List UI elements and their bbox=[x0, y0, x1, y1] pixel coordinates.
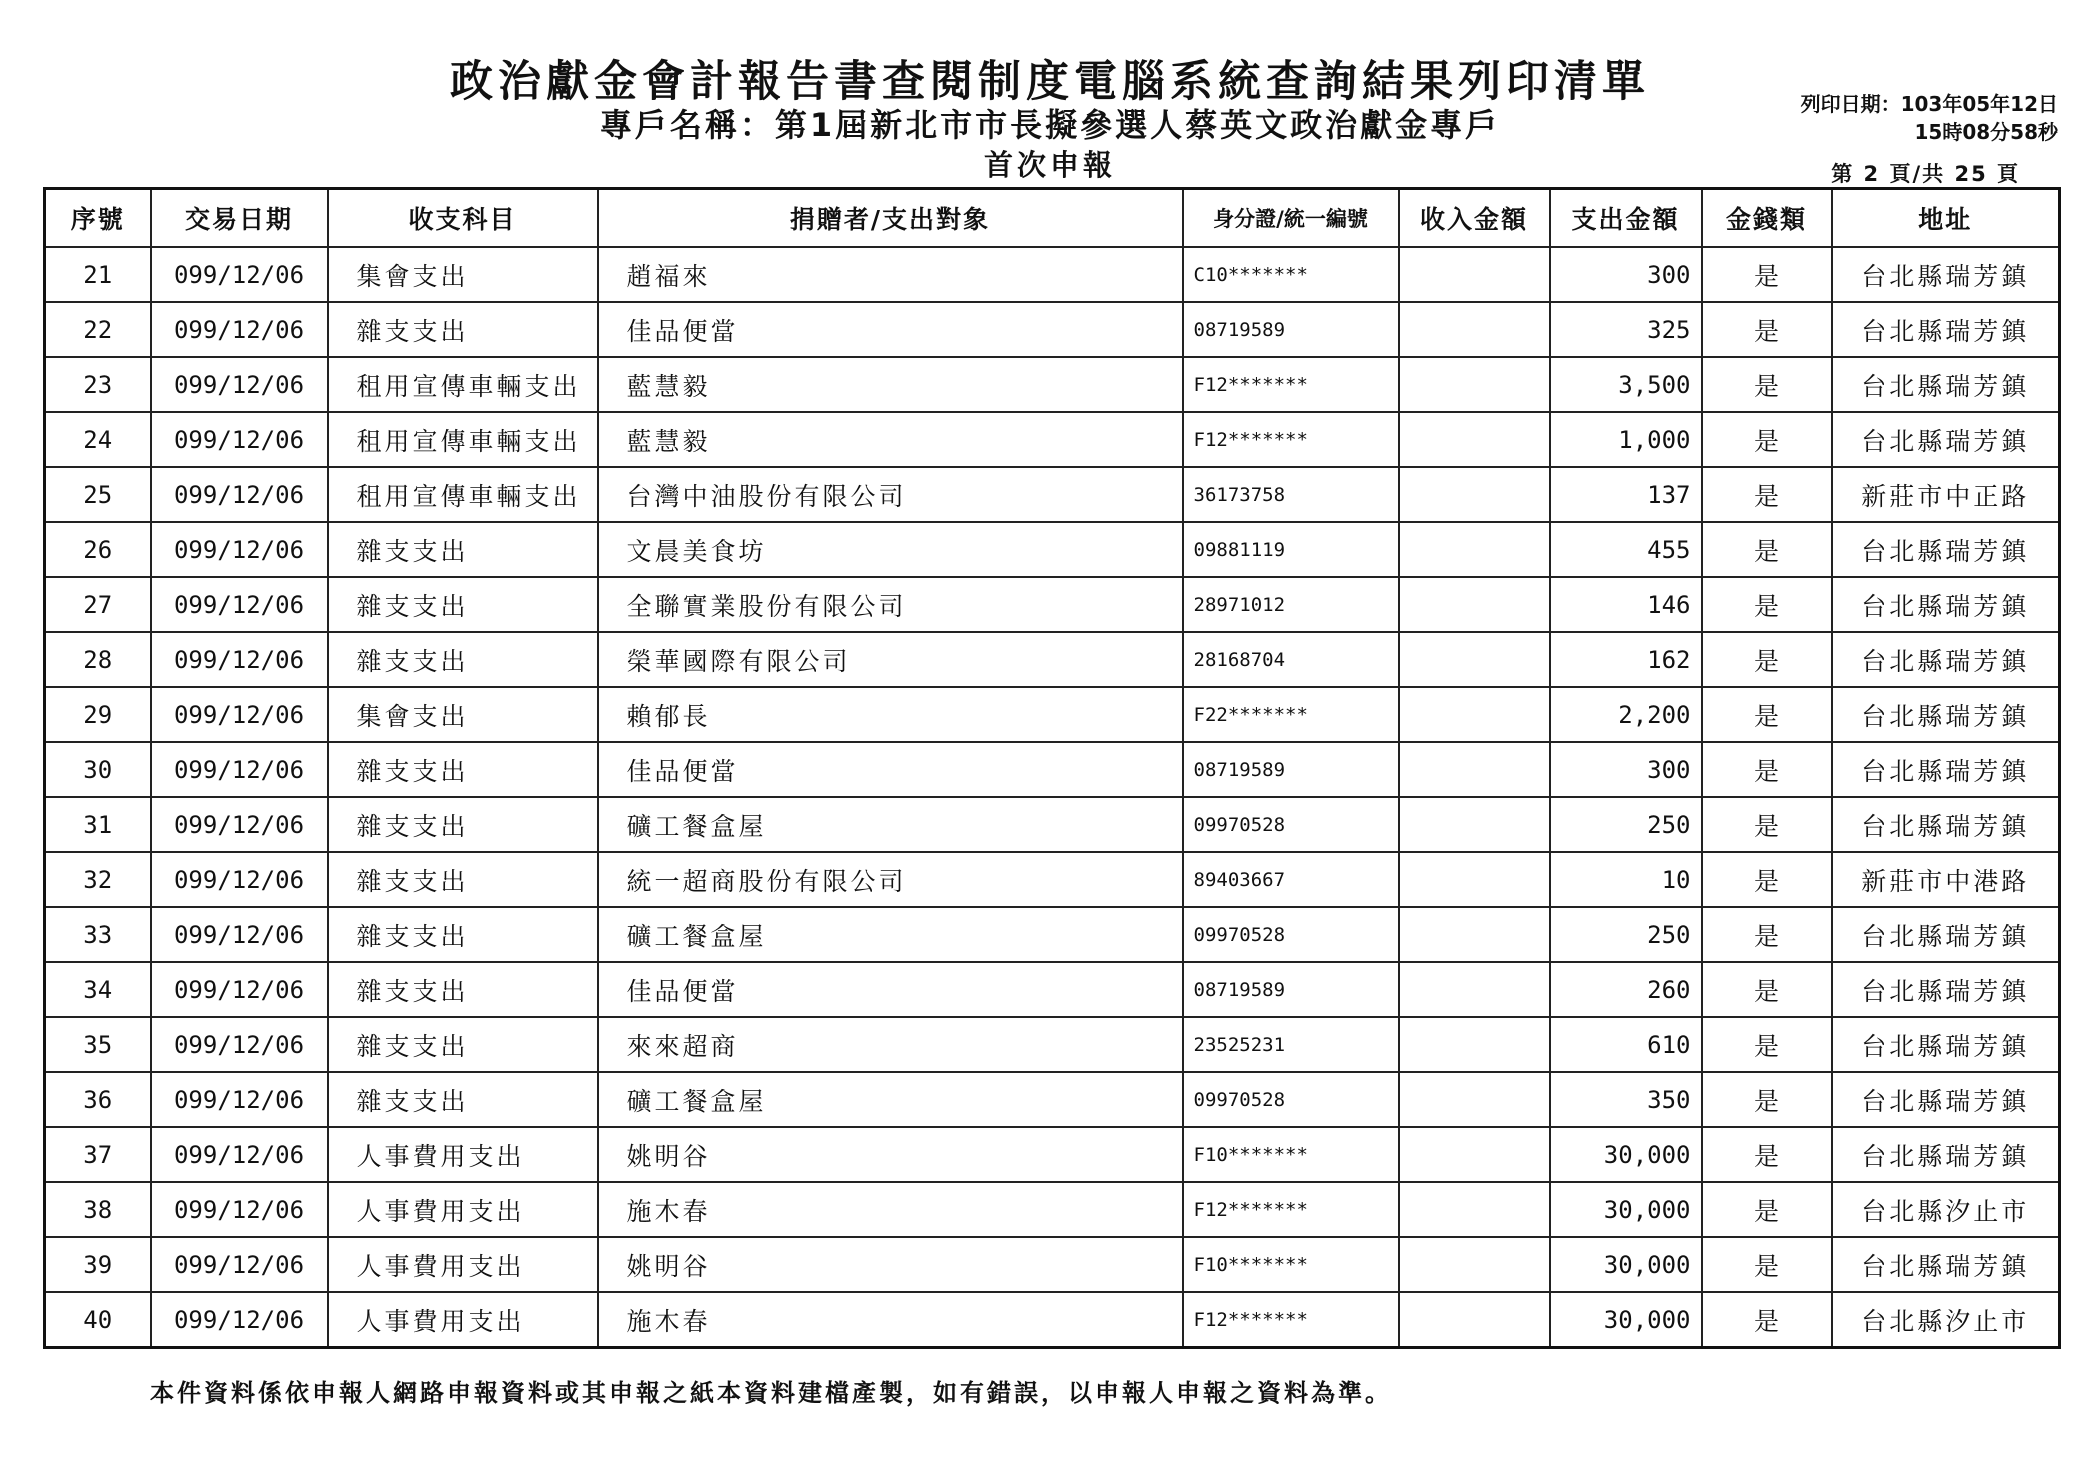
cell-address: 台北縣瑞芳鎮 bbox=[1832, 1127, 2060, 1182]
cell-date: 099/12/06 bbox=[151, 632, 328, 687]
cell-id: 08719589 bbox=[1183, 302, 1399, 357]
cell-no: 37 bbox=[45, 1127, 151, 1182]
cell-category: 人事費用支出 bbox=[328, 1127, 598, 1182]
cell-no: 39 bbox=[45, 1237, 151, 1292]
cell-no: 21 bbox=[45, 247, 151, 302]
page-info: 第 2 頁/共 25 頁 bbox=[1831, 162, 2020, 186]
cell-no: 32 bbox=[45, 852, 151, 907]
cell-party: 姚明谷 bbox=[598, 1237, 1183, 1292]
cell-party: 文晨美食坊 bbox=[598, 522, 1183, 577]
cell-expense: 300 bbox=[1550, 247, 1702, 302]
table-row bbox=[45, 687, 2060, 742]
table-row bbox=[45, 797, 2060, 852]
cell-address: 台北縣汐止市 bbox=[1832, 1182, 2060, 1237]
cell-income bbox=[1399, 1292, 1550, 1348]
cell-party: 礦工餐盒屋 bbox=[598, 797, 1183, 852]
cell-id: F12******* bbox=[1183, 1292, 1399, 1348]
cell-expense: 1,000 bbox=[1550, 412, 1702, 467]
cell-id: F12******* bbox=[1183, 412, 1399, 467]
table-header-row bbox=[45, 189, 2060, 248]
table-row bbox=[45, 1127, 2060, 1182]
cell-address: 新莊市中正路 bbox=[1832, 467, 2060, 522]
cell-date: 099/12/06 bbox=[151, 962, 328, 1017]
col-header-id: 身分證/統一編號 bbox=[1183, 189, 1399, 248]
cell-expense: 610 bbox=[1550, 1017, 1702, 1072]
cell-category: 雜支支出 bbox=[328, 962, 598, 1017]
report-type: 首次申報 bbox=[983, 148, 1116, 182]
cell-no: 23 bbox=[45, 357, 151, 412]
cell-expense: 300 bbox=[1550, 742, 1702, 797]
col-header-date: 交易日期 bbox=[151, 189, 328, 248]
table-row bbox=[45, 1017, 2060, 1072]
cell-id: 09970528 bbox=[1183, 907, 1399, 962]
cell-expense: 250 bbox=[1550, 907, 1702, 962]
cell-cash: 是 bbox=[1702, 522, 1832, 577]
col-header-income: 收入金額 bbox=[1399, 189, 1550, 248]
cell-category: 集會支出 bbox=[328, 247, 598, 302]
cell-no: 25 bbox=[45, 467, 151, 522]
records-table bbox=[43, 187, 2061, 1349]
cell-date: 099/12/06 bbox=[151, 687, 328, 742]
cell-cash: 是 bbox=[1702, 302, 1832, 357]
cell-id: 08719589 bbox=[1183, 742, 1399, 797]
cell-income bbox=[1399, 522, 1550, 577]
col-header-party: 捐贈者/支出對象 bbox=[598, 189, 1183, 248]
cell-date: 099/12/06 bbox=[151, 1237, 328, 1292]
table-row bbox=[45, 962, 2060, 1017]
table-row bbox=[45, 742, 2060, 797]
cell-income bbox=[1399, 742, 1550, 797]
col-header-no: 序號 bbox=[45, 189, 151, 248]
cell-expense: 137 bbox=[1550, 467, 1702, 522]
cell-address: 台北縣瑞芳鎮 bbox=[1832, 357, 2060, 412]
table-row bbox=[45, 522, 2060, 577]
cell-category: 雜支支出 bbox=[328, 907, 598, 962]
table-row bbox=[45, 632, 2060, 687]
cell-no: 38 bbox=[45, 1182, 151, 1237]
cell-address: 台北縣瑞芳鎮 bbox=[1832, 962, 2060, 1017]
cell-expense: 30,000 bbox=[1550, 1127, 1702, 1182]
cell-category: 雜支支出 bbox=[328, 522, 598, 577]
cell-category: 雜支支出 bbox=[328, 632, 598, 687]
table-row bbox=[45, 1072, 2060, 1127]
cell-cash: 是 bbox=[1702, 1182, 1832, 1237]
cell-category: 人事費用支出 bbox=[328, 1292, 598, 1348]
cell-cash: 是 bbox=[1702, 962, 1832, 1017]
cell-cash: 是 bbox=[1702, 412, 1832, 467]
cell-expense: 2,200 bbox=[1550, 687, 1702, 742]
cell-no: 26 bbox=[45, 522, 151, 577]
cell-party: 礦工餐盒屋 bbox=[598, 1072, 1183, 1127]
cell-category: 雜支支出 bbox=[328, 1072, 598, 1127]
cell-date: 099/12/06 bbox=[151, 742, 328, 797]
cell-cash: 是 bbox=[1702, 577, 1832, 632]
cell-income bbox=[1399, 357, 1550, 412]
cell-income bbox=[1399, 1237, 1550, 1292]
cell-category: 人事費用支出 bbox=[328, 1182, 598, 1237]
cell-cash: 是 bbox=[1702, 1127, 1832, 1182]
table-row bbox=[45, 852, 2060, 907]
cell-income bbox=[1399, 467, 1550, 522]
cell-no: 30 bbox=[45, 742, 151, 797]
cell-address: 新莊市中港路 bbox=[1832, 852, 2060, 907]
cell-id: F12******* bbox=[1183, 1182, 1399, 1237]
col-header-category: 收支科目 bbox=[328, 189, 598, 248]
cell-party: 施木春 bbox=[598, 1292, 1183, 1348]
cell-expense: 30,000 bbox=[1550, 1292, 1702, 1348]
cell-no: 27 bbox=[45, 577, 151, 632]
cell-address: 台北縣瑞芳鎮 bbox=[1832, 577, 2060, 632]
cell-id: 89403667 bbox=[1183, 852, 1399, 907]
cell-cash: 是 bbox=[1702, 687, 1832, 742]
table-row bbox=[45, 247, 2060, 302]
cell-income bbox=[1399, 962, 1550, 1017]
cell-cash: 是 bbox=[1702, 1017, 1832, 1072]
cell-no: 40 bbox=[45, 1292, 151, 1348]
print-time: 15時08分58秒 bbox=[1914, 120, 2058, 144]
cell-date: 099/12/06 bbox=[151, 797, 328, 852]
cell-address: 台北縣瑞芳鎮 bbox=[1832, 247, 2060, 302]
cell-party: 佳品便當 bbox=[598, 742, 1183, 797]
cell-cash: 是 bbox=[1702, 632, 1832, 687]
cell-cash: 是 bbox=[1702, 357, 1832, 412]
cell-date: 099/12/06 bbox=[151, 577, 328, 632]
cell-category: 雜支支出 bbox=[328, 852, 598, 907]
col-header-address: 地址 bbox=[1832, 189, 2060, 248]
cell-category: 租用宣傳車輛支出 bbox=[328, 357, 598, 412]
cell-address: 台北縣瑞芳鎮 bbox=[1832, 907, 2060, 962]
cell-no: 29 bbox=[45, 687, 151, 742]
cell-category: 雜支支出 bbox=[328, 302, 598, 357]
cell-cash: 是 bbox=[1702, 1292, 1832, 1348]
cell-party: 賴郁長 bbox=[598, 687, 1183, 742]
cell-address: 台北縣瑞芳鎮 bbox=[1832, 687, 2060, 742]
cell-address: 台北縣瑞芳鎮 bbox=[1832, 797, 2060, 852]
print-info bbox=[1801, 90, 2058, 146]
cell-date: 099/12/06 bbox=[151, 907, 328, 962]
cell-id: 09970528 bbox=[1183, 797, 1399, 852]
cell-income bbox=[1399, 1072, 1550, 1127]
cell-date: 099/12/06 bbox=[151, 412, 328, 467]
table-row bbox=[45, 467, 2060, 522]
col-header-cash: 金錢類 bbox=[1702, 189, 1832, 248]
table-row bbox=[45, 1237, 2060, 1292]
cell-id: 09881119 bbox=[1183, 522, 1399, 577]
cell-income bbox=[1399, 577, 1550, 632]
table-row bbox=[45, 1182, 2060, 1237]
cell-category: 集會支出 bbox=[328, 687, 598, 742]
cell-income bbox=[1399, 797, 1550, 852]
cell-id: 23525231 bbox=[1183, 1017, 1399, 1072]
cell-party: 來來超商 bbox=[598, 1017, 1183, 1072]
cell-no: 36 bbox=[45, 1072, 151, 1127]
cell-party: 施木春 bbox=[598, 1182, 1183, 1237]
cell-address: 台北縣瑞芳鎮 bbox=[1832, 632, 2060, 687]
cell-category: 雜支支出 bbox=[328, 577, 598, 632]
cell-date: 099/12/06 bbox=[151, 852, 328, 907]
cell-no: 28 bbox=[45, 632, 151, 687]
cell-income bbox=[1399, 412, 1550, 467]
cell-no: 31 bbox=[45, 797, 151, 852]
cell-address: 台北縣瑞芳鎮 bbox=[1832, 1072, 2060, 1127]
cell-expense: 250 bbox=[1550, 797, 1702, 852]
cell-id: 28971012 bbox=[1183, 577, 1399, 632]
cell-party: 榮華國際有限公司 bbox=[598, 632, 1183, 687]
cell-address: 台北縣瑞芳鎮 bbox=[1832, 302, 2060, 357]
cell-income bbox=[1399, 907, 1550, 962]
cell-income bbox=[1399, 247, 1550, 302]
cell-date: 099/12/06 bbox=[151, 1072, 328, 1127]
print-date: 列印日期：103年05年12日 bbox=[1800, 92, 2058, 116]
cell-category: 租用宣傳車輛支出 bbox=[328, 467, 598, 522]
cell-address: 台北縣瑞芳鎮 bbox=[1832, 412, 2060, 467]
table-row bbox=[45, 907, 2060, 962]
cell-income bbox=[1399, 302, 1550, 357]
cell-expense: 30,000 bbox=[1550, 1237, 1702, 1292]
cell-date: 099/12/06 bbox=[151, 1182, 328, 1237]
cell-id: 36173758 bbox=[1183, 467, 1399, 522]
cell-party: 全聯實業股份有限公司 bbox=[598, 577, 1183, 632]
table-row bbox=[45, 577, 2060, 632]
cell-party: 台灣中油股份有限公司 bbox=[598, 467, 1183, 522]
cell-income bbox=[1399, 1182, 1550, 1237]
cell-party: 統一超商股份有限公司 bbox=[598, 852, 1183, 907]
cell-cash: 是 bbox=[1702, 852, 1832, 907]
cell-expense: 162 bbox=[1550, 632, 1702, 687]
cell-category: 雜支支出 bbox=[328, 1017, 598, 1072]
cell-cash: 是 bbox=[1702, 742, 1832, 797]
cell-id: 28168704 bbox=[1183, 632, 1399, 687]
cell-address: 台北縣汐止市 bbox=[1832, 1292, 2060, 1348]
cell-expense: 3,500 bbox=[1550, 357, 1702, 412]
cell-date: 099/12/06 bbox=[151, 522, 328, 577]
cell-id: 08719589 bbox=[1183, 962, 1399, 1017]
cell-expense: 260 bbox=[1550, 962, 1702, 1017]
cell-address: 台北縣瑞芳鎮 bbox=[1832, 742, 2060, 797]
table-row bbox=[45, 1292, 2060, 1348]
cell-category: 雜支支出 bbox=[328, 742, 598, 797]
table-row bbox=[45, 302, 2060, 357]
cell-id: 09970528 bbox=[1183, 1072, 1399, 1127]
cell-cash: 是 bbox=[1702, 467, 1832, 522]
cell-party: 趙福來 bbox=[598, 247, 1183, 302]
cell-expense: 146 bbox=[1550, 577, 1702, 632]
cell-id: C10******* bbox=[1183, 247, 1399, 302]
cell-date: 099/12/06 bbox=[151, 302, 328, 357]
table-row bbox=[45, 412, 2060, 467]
cell-date: 099/12/06 bbox=[151, 1127, 328, 1182]
cell-address: 台北縣瑞芳鎮 bbox=[1832, 522, 2060, 577]
cell-category: 人事費用支出 bbox=[328, 1237, 598, 1292]
cell-id: F12******* bbox=[1183, 357, 1399, 412]
cell-address: 台北縣瑞芳鎮 bbox=[1832, 1017, 2060, 1072]
cell-no: 35 bbox=[45, 1017, 151, 1072]
cell-income bbox=[1399, 852, 1550, 907]
table-row bbox=[45, 357, 2060, 412]
cell-category: 雜支支出 bbox=[328, 797, 598, 852]
cell-no: 33 bbox=[45, 907, 151, 962]
cell-no: 34 bbox=[45, 962, 151, 1017]
table-body bbox=[45, 247, 2060, 1348]
cell-category: 租用宣傳車輛支出 bbox=[328, 412, 598, 467]
cell-cash: 是 bbox=[1702, 1072, 1832, 1127]
cell-party: 藍慧毅 bbox=[598, 357, 1183, 412]
cell-income bbox=[1399, 1127, 1550, 1182]
account-name: 專戶名稱：第1屆新北市市長擬參選人蔡英文政治獻金專戶 bbox=[599, 106, 1501, 144]
col-header-expense: 支出金額 bbox=[1550, 189, 1702, 248]
cell-id: F22******* bbox=[1183, 687, 1399, 742]
cell-expense: 455 bbox=[1550, 522, 1702, 577]
cell-id: F10******* bbox=[1183, 1237, 1399, 1292]
cell-cash: 是 bbox=[1702, 907, 1832, 962]
cell-income bbox=[1399, 632, 1550, 687]
cell-party: 姚明谷 bbox=[598, 1127, 1183, 1182]
cell-date: 099/12/06 bbox=[151, 357, 328, 412]
cell-cash: 是 bbox=[1702, 1237, 1832, 1292]
footer-note: 本件資料係依申報人網路申報資料或其申報之紙本資料建檔產製，如有錯誤，以申報人申報之資料為準。 bbox=[150, 1379, 1392, 1407]
cell-income bbox=[1399, 687, 1550, 742]
report-title: 政治獻金會計報告書查閱制度電腦系統查詢結果列印清單 bbox=[450, 57, 1650, 107]
cell-address: 台北縣瑞芳鎮 bbox=[1832, 1237, 2060, 1292]
cell-cash: 是 bbox=[1702, 797, 1832, 852]
cell-expense: 10 bbox=[1550, 852, 1702, 907]
cell-expense: 350 bbox=[1550, 1072, 1702, 1127]
cell-date: 099/12/06 bbox=[151, 1292, 328, 1348]
cell-date: 099/12/06 bbox=[151, 247, 328, 302]
cell-party: 藍慧毅 bbox=[598, 412, 1183, 467]
cell-expense: 30,000 bbox=[1550, 1182, 1702, 1237]
cell-no: 22 bbox=[45, 302, 151, 357]
cell-party: 佳品便當 bbox=[598, 962, 1183, 1017]
cell-id: F10******* bbox=[1183, 1127, 1399, 1182]
cell-expense: 325 bbox=[1550, 302, 1702, 357]
cell-party: 佳品便當 bbox=[598, 302, 1183, 357]
cell-date: 099/12/06 bbox=[151, 1017, 328, 1072]
cell-party: 礦工餐盒屋 bbox=[598, 907, 1183, 962]
cell-no: 24 bbox=[45, 412, 151, 467]
cell-income bbox=[1399, 1017, 1550, 1072]
cell-date: 099/12/06 bbox=[151, 467, 328, 522]
cell-cash: 是 bbox=[1702, 247, 1832, 302]
